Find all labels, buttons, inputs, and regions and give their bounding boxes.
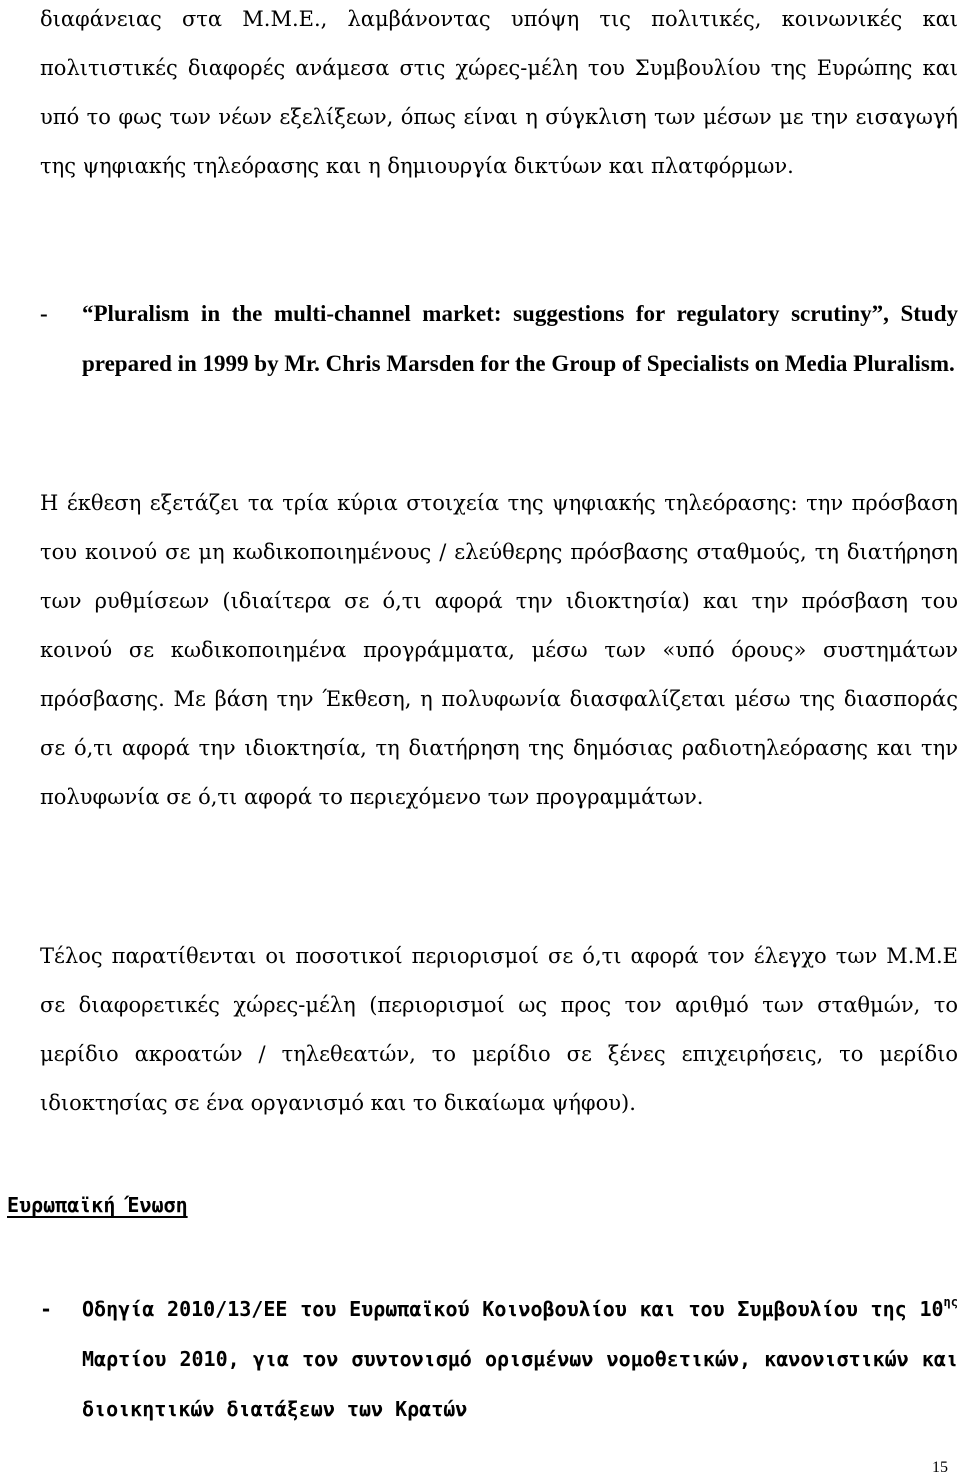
bullet-dash: - [40, 301, 48, 326]
ordinal-suffix: ης [943, 1295, 958, 1309]
paragraph-intro-continuation: διαφάνειας στα Μ.Μ.Ε., λαμβάνοντας υπόψη τις πολιτικές, κοινωνικές και πολιτιστικές διαφορές ανάμεσα στις χώρες-μέλη του Συμβουλίου της Ευρώπης και υπό το φως των νέων εξελίξεων, όπως είναι η σύγκλιση των μέσων με την εισαγωγή της ψηφιακής τηλεόρασης και η δημιουργία δικτύων και πλατφόρμων. [40, 7, 958, 178]
page-number: 15 [932, 1459, 948, 1476]
paragraph-quantitative-limits: Τέλος παρατίθενται οι ποσοτικοί περιορισμοί σε ό,τι αφορά τον έλεγχο των Μ.Μ.Ε σε διαφορετικές χώρες-μέλη (περιορισμοί ως προς τον αριθμό των σταθμών, το μερίδιο ακροατών / τηλεθεατών, το μερίδιο σε ξένες επιχειρήσεις, το μερίδιο ιδιοκτησίας σε ένα οργανισμό και το δικαίωμα ψήφου). [40, 944, 958, 1115]
directive-text-start: Οδηγία 2010/13/ΕΕ του Ευρωπαϊκού Κοινοβουλίου και του Συμβουλίου της 10 [82, 1297, 944, 1321]
directive-text-end: Μαρτίου 2010, για τον συντονισμό ορισμένων νομοθετικών, κανονιστικών και διοικητικών διατάξεων των Κρατών [82, 1347, 958, 1421]
bullet-pluralism-study-text: “Pluralism in the multi-channel market: suggestions for regulatory scrutiny”, Study prepared in 1999 by Mr. Chris Marsden for the Group of Specialists on Media Pluralism. [82, 301, 958, 376]
bullet-directive-text [82, 1284, 958, 1434]
bullet-dash: - [40, 1297, 53, 1321]
paragraph-report-summary: Η έκθεση εξετάζει τα τρία κύρια στοιχεία της ψηφιακής τηλεόρασης: την πρόσβαση του κοινού σε μη κωδικοποιημένους / ελεύθερης πρόσβασης σταθμούς, τη διατήρηση των ρυθμίσεων (ιδιαίτερα σε ό,τι αφορά την ιδιοκτησία) και την πρόσβαση του κοινού σε κωδικοποιημένα προγράμματα, μέσω των «υπό όρους» συστημάτων πρόσβασης. Με βάση την Έκθεση, η πολυφωνία διασφαλίζεται μέσω της διασποράς σε ό,τι αφορά την ιδιοκτησία, τη διατήρηση της δημόσιας ραδιοτηλεόρασης και την πολυφωνία σε ό,τι αφορά το περιεχόμενο των προγραμμάτων. [40, 491, 958, 809]
section-heading-european-union: Ευρωπαϊκή Ένωση [7, 1193, 188, 1217]
